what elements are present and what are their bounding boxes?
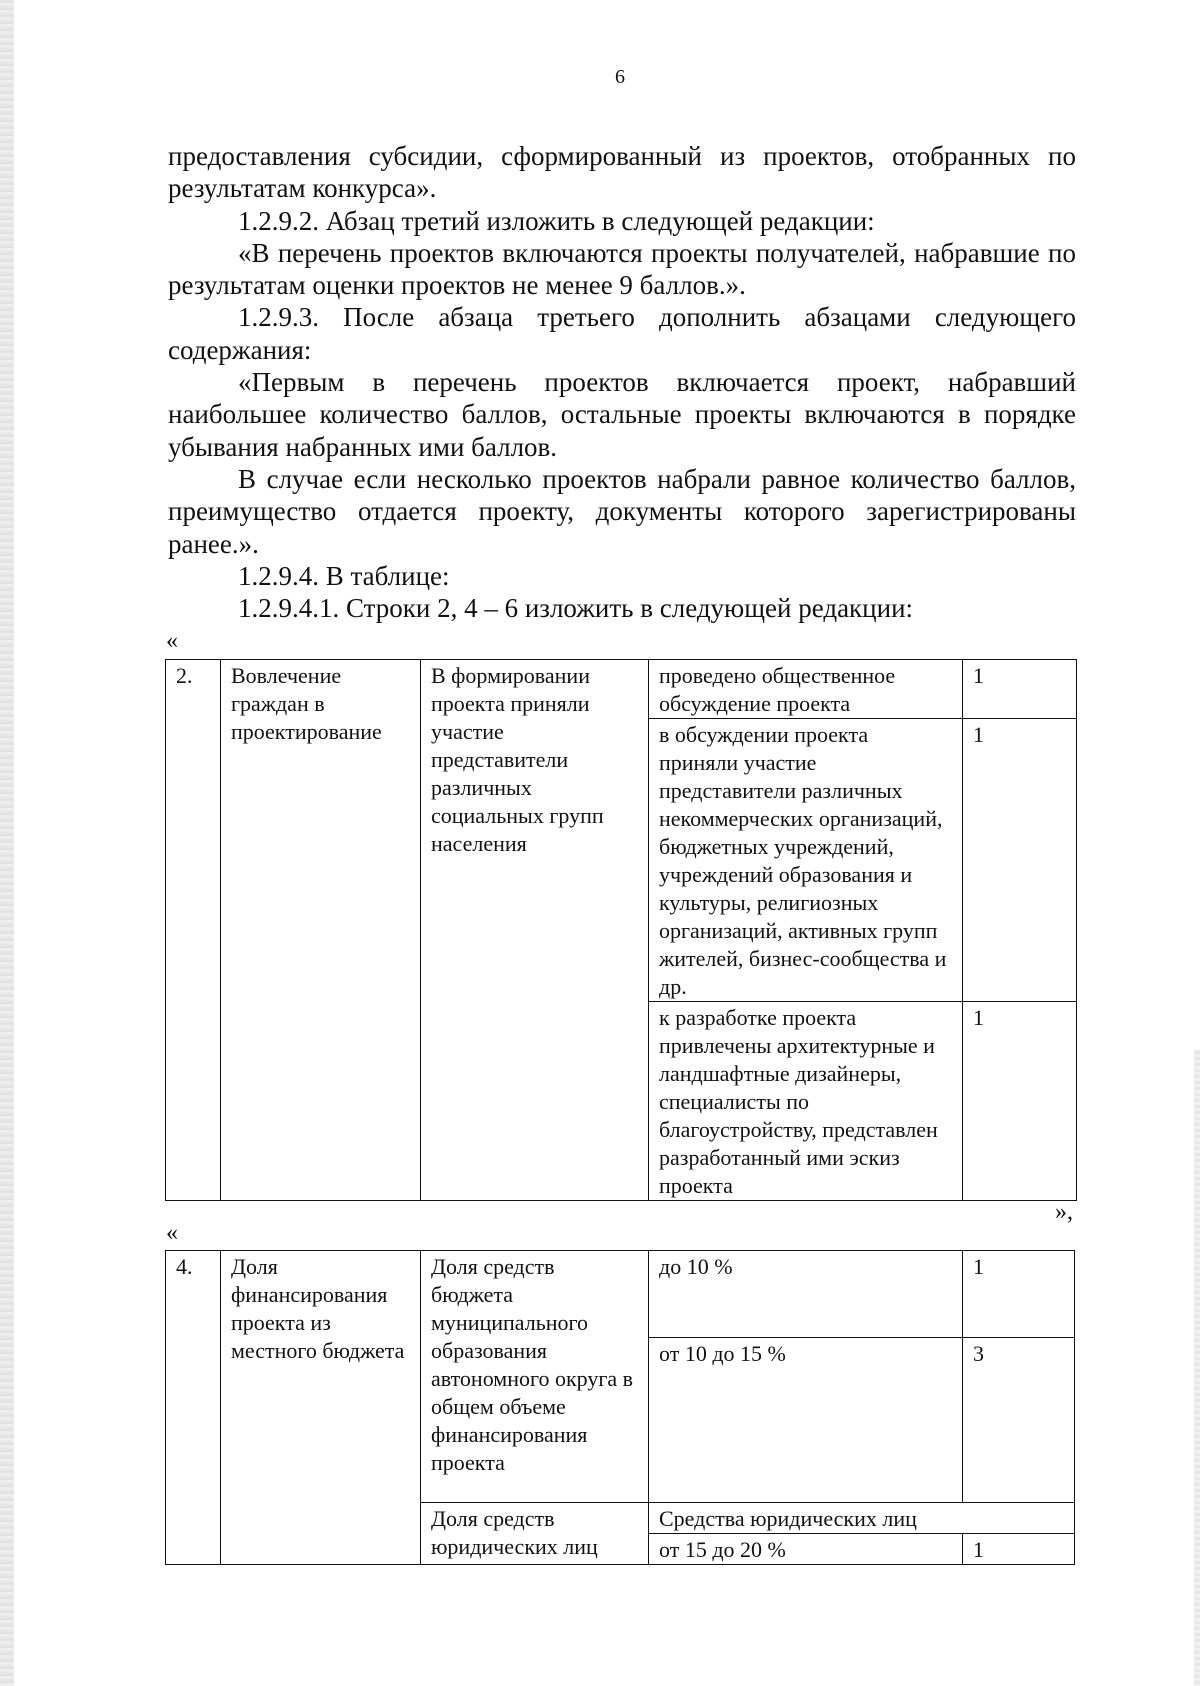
paragraph: «В перечень проектов включаются проекты получателей, набравшие по результатам оценки проектов не менее 9 баллов.». xyxy=(168,237,1076,301)
criterion-cell: Вовлечение граждан в проектирование xyxy=(221,660,421,1201)
table-row xyxy=(166,1251,1075,1338)
score-cell: 1 xyxy=(963,1002,1077,1201)
row-number: 2. xyxy=(166,660,221,1201)
table-row-2 xyxy=(165,659,1077,1201)
score-cell: 1 xyxy=(963,1534,1075,1565)
criterion-cell: Доля финансирования проекта из местного бюджета xyxy=(221,1251,421,1565)
indicator-cell: Доля средств юридических лиц xyxy=(421,1503,649,1565)
closing-quote: », xyxy=(1055,1199,1073,1225)
score-cell: 1 xyxy=(963,719,1077,1002)
indicator-cell: Доля средств бюджета муниципального образования автономного округа в общем объеме финансирования проекта xyxy=(421,1251,649,1503)
opening-quote: « xyxy=(166,628,178,654)
indicator-cell: В формировании проекта приняли участие представители различных социальных групп населения xyxy=(421,660,649,1201)
scan-edge-left xyxy=(0,0,14,1686)
scan-edge-right xyxy=(1194,1050,1200,1686)
score-cell: 3 xyxy=(963,1338,1075,1503)
score-cell: 1 xyxy=(963,660,1077,719)
paragraph: 1.2.9.4. В таблице: xyxy=(238,560,450,591)
subheader-cell: Средства юридических лиц xyxy=(649,1503,1075,1534)
value-cell: от 10 до 15 % xyxy=(649,1338,963,1503)
page-number: 6 xyxy=(615,66,625,88)
value-cell: от 15 до 20 % xyxy=(649,1534,963,1565)
paragraph: В случае если несколько проектов набрали равное количество баллов, преимущество отдается проекту, документы которого зарегистрированы ранее.». xyxy=(168,463,1076,559)
paragraph: «Первым в перечень проектов включается проект, набравший наибольшее количество баллов, остальные проекты включаются в порядке убывания набранных ими баллов. xyxy=(168,367,1076,462)
value-cell: в обсуждении проекта приняли участие представители различных некоммерческих организаций, бюджетных учреждений, учреждений образования и культуры, религиозных организаций, активных групп жителей, бизнес-сообщества и др. xyxy=(649,719,963,1002)
paragraph: предоставления субсидии, сформированный из проектов, отобранных по результатам конкурса». xyxy=(168,141,1076,204)
table-row-4 xyxy=(165,1250,1075,1565)
body-text xyxy=(168,140,1076,624)
value-cell: к разработке проекта привлечены архитектурные и ландшафтные дизайнеры, специалисты по благоустройству, представлен разработанный ими эскиз проекта xyxy=(649,1002,963,1201)
paragraph: 1.2.9.2. Абзац третий изложить в следующей редакции: xyxy=(238,205,875,236)
paragraph: 1.2.9.4.1. Строки 2, 4 – 6 изложить в следующей редакции: xyxy=(238,593,914,624)
table-row xyxy=(166,660,1077,719)
opening-quote: « xyxy=(166,1220,178,1246)
score-cell: 1 xyxy=(963,1251,1075,1338)
value-cell: до 10 % xyxy=(649,1251,963,1338)
value-cell: проведено общественное обсуждение проекта xyxy=(649,660,963,719)
paragraph: 1.2.9.3. После абзаца третьего дополнить абзацами следующего содержания: xyxy=(168,302,1076,365)
row-number: 4. xyxy=(166,1251,221,1565)
